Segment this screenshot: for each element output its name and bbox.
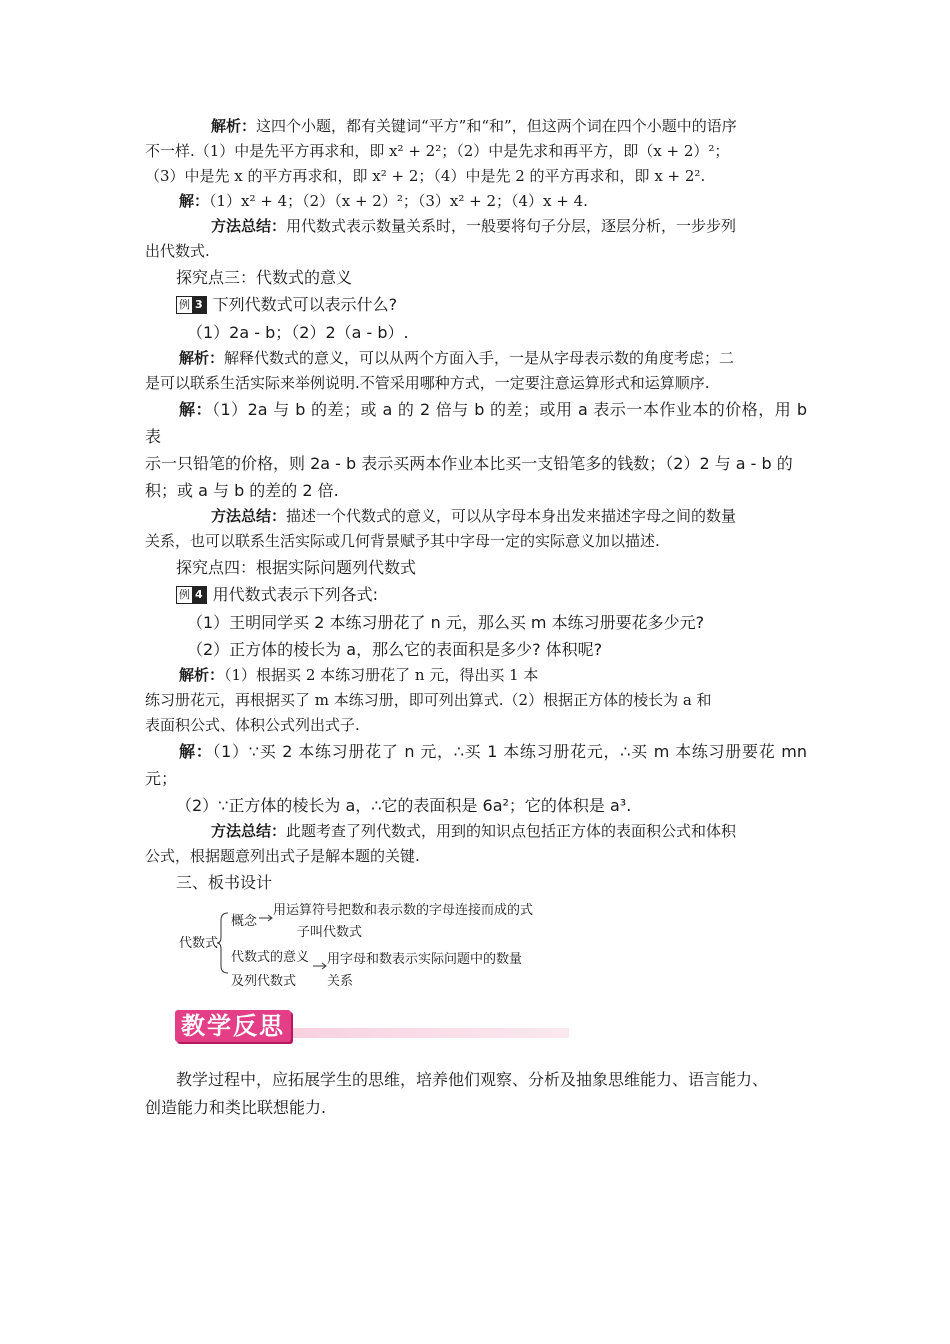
method-summary-1 (145, 214, 807, 239)
solution-text: （1）x² + 4；（2）（x + 2）²；（3）x² + 2；（4）x + 4. (209, 192, 588, 210)
method-summary-4: 方法总结：此题考查了列代数式，用到的知识点包括正方体的表面积公式和体积 (211, 822, 737, 840)
analysis-label: 解析： (179, 666, 225, 684)
solution-line: 积；或 a 与 b 的差的 2 倍. (145, 481, 339, 500)
solution-1 (145, 189, 807, 214)
example-question-1: （1）王明同学买 2 本练习册花了 n 元，那么买 m 本练习册要花多少元? (187, 613, 705, 632)
reflection-text: 教学过程中，应拓展学生的思维，培养他们观察、分析及抽象思维能力、语言能力、 (176, 1070, 769, 1089)
analysis-label: 解析： (179, 349, 225, 367)
solution-label: 解： (179, 742, 213, 761)
example-4 (145, 581, 807, 609)
example-badge: 例 4 (176, 586, 207, 604)
example-badge: 例 3 (176, 296, 207, 314)
analysis-paragraph-3: 解析：解释代数式的意义，可以从两个方面入手，一是从字母表示数的角度考虑；二 (179, 349, 735, 367)
board-design-heading: 三、板书设计 (176, 873, 273, 892)
solution-label: 解： (179, 192, 210, 210)
diagram-meaning-text: 用字母和数表示实际问题中的数量 (327, 952, 523, 967)
solution-4: 解：（1）∵买 2 本练习册花了 n 元，∴买 1 本练习册花元，∴买 m 本练习册要花 mn 元； (145, 742, 807, 788)
document-page (145, 114, 807, 1122)
summary-line: 公式，根据题意列出式子是解本题的关键. (145, 847, 420, 865)
section-heading-4: 探究点四：根据实际问题列代数式 (176, 558, 417, 577)
analysis-line: 是可以联系生活实际来举例说明.不管采用哪种方式，一定要注意运算形式和运算顺序. (145, 374, 710, 392)
analysis-line: （3）中是先 x 的平方再求和，即 x² + 2；（4）中是先 2 的平方再求和，即 x + 2². (145, 167, 706, 185)
summary-label: 方法总结： (211, 507, 287, 525)
analysis-line: 不一样.（1）中是先平方再求和，即 x² + 2²；（2）中是先求和再平方，即（x + 2）²； (145, 142, 730, 160)
example-question-2: （2）正方体的棱长为 a，那么它的表面积是多少? 体积呢? (187, 640, 603, 659)
example-3 (145, 291, 807, 319)
diagram-meaning: 及列代数式 (231, 974, 297, 989)
arrow-icon (313, 962, 327, 970)
reflection-banner (145, 1008, 807, 1052)
analysis-line: 表面积公式、体积公式列出式子. (145, 716, 360, 734)
diagram-concept-text: 子叫代数式 (297, 925, 363, 940)
arrow-icon (259, 914, 273, 922)
diagram-concept: 概念 (231, 914, 258, 929)
board-diagram (145, 898, 807, 1002)
summary-line: 出代数式. (145, 242, 210, 260)
reflection-line: 创造能力和类比联想能力. (145, 1098, 327, 1117)
example-question: 下列代数式可以表示什么? (212, 295, 398, 314)
diagram-meaning: 代数式的意义 (231, 950, 310, 965)
method-summary-3: 方法总结：描述一个代数式的意义，可以从字母本身出发来描述字母之间的数量 (211, 507, 737, 525)
diagram-meaning-text: 关系 (327, 974, 354, 989)
solution-3: 解：（1）2a 与 b 的差；或 a 的 2 倍与 b 的差；或用 a 表示一本作业本的价格，用 b 表 (145, 400, 807, 446)
diagram-concept-text: 用运算符号把数和表示数的字母连接而成的式 (273, 903, 534, 918)
section-heading-3: 探究点三：代数式的意义 (176, 268, 353, 287)
example-items: （1）2a - b；（2）2（a - b）. (187, 323, 409, 342)
analysis-label: 解析： (211, 117, 257, 135)
solution-line: （2）∵正方体的棱长为 a，∴它的表面积是 6a²；它的体积是 a³. (176, 796, 632, 815)
analysis-text: 这四个小题，都有关键词“平方”和“和”，但这两个词在四个小题中的语序 (256, 117, 737, 135)
analysis-paragraph-1 (145, 114, 807, 139)
banner-title: 教学反思 (175, 1010, 291, 1042)
diagram-root: 代数式 (179, 936, 219, 951)
summary-text: 用代数式表示数量关系时，一般要将句子分层，逐层分析，一步步列 (286, 217, 737, 235)
analysis-line: 练习册花元，再根据买了 m 本练习册，即可列出算式.（2）根据正方体的棱长为 a 和 (145, 691, 712, 709)
example-question: 用代数式表示下列各式: (212, 585, 379, 604)
solution-line: 示一只铅笔的价格，则 2a - b 表示买两本作业本比买一支铅笔多的钱数；（2）2 与 a - b 的 (145, 454, 793, 473)
summary-label: 方法总结： (211, 217, 287, 235)
analysis-paragraph-4: 解析：（1）根据买 2 本练习册花了 n 元，得出买 1 本 (179, 666, 539, 684)
summary-line: 关系，也可以联系生活实际或几何背景赋予其中字母一定的实际意义加以描述. (145, 532, 660, 550)
brace-icon (217, 912, 229, 974)
solution-label: 解： (179, 400, 212, 419)
summary-label: 方法总结： (211, 822, 287, 840)
